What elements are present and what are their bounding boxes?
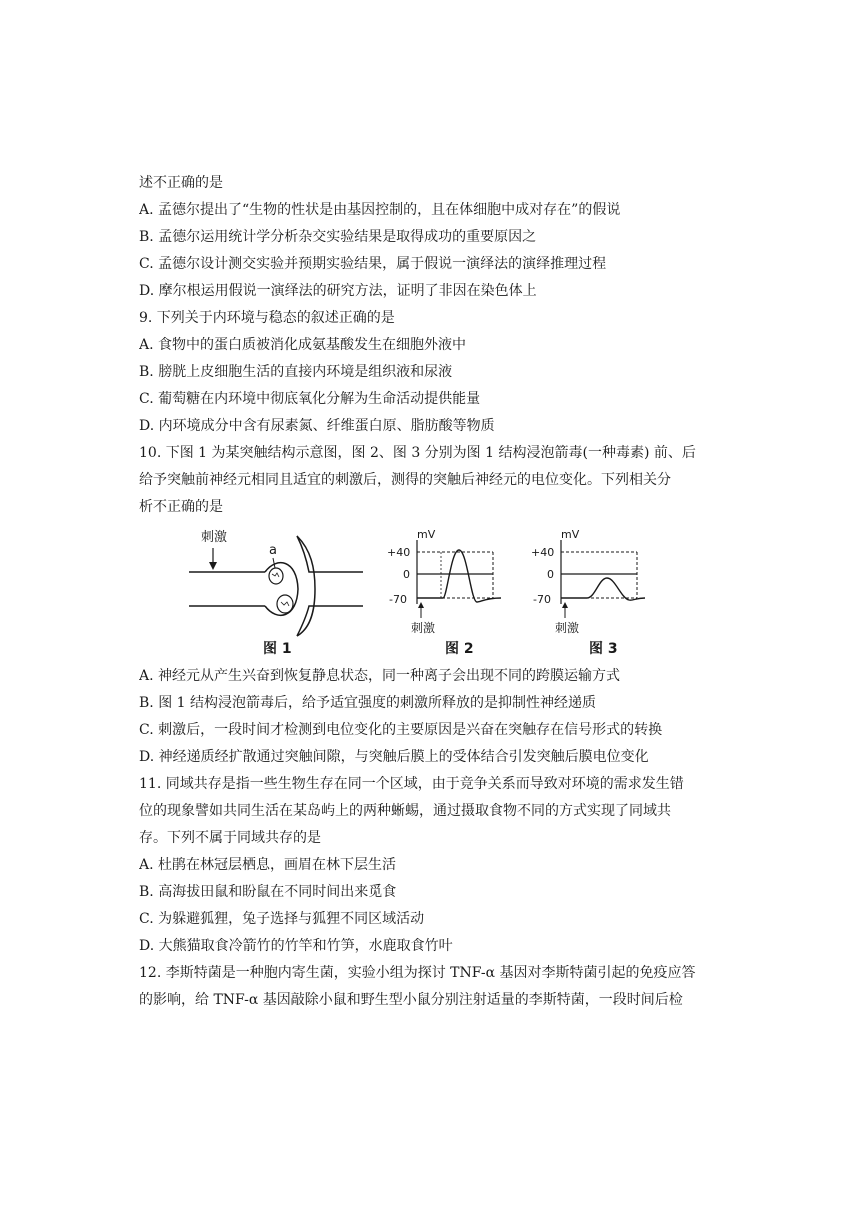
q9-option-a: A. 食物中的蛋白质被消化成氨基酸发生在细胞外液中 xyxy=(139,337,467,353)
q8-stem-tail: 述不正确的是 xyxy=(139,175,223,191)
fig2-caption: 图 2 xyxy=(445,641,474,657)
q11-option-a: A. 杜鹃在林冠层栖息，画眉在林下层生活 xyxy=(139,857,397,873)
potential-graph-after xyxy=(525,528,655,638)
q8-option-c: C. 孟德尔设计测交实验并预期实验结果，属于假说一演绎法的演绎推理过程 xyxy=(139,256,607,272)
fig1-point-a-label: a xyxy=(269,543,277,558)
q9-option-b: B. 膀胱上皮细胞生活的直接内环境是组织液和尿液 xyxy=(139,364,453,380)
q9-option-c: C. 葡萄糖在内环境中彻底氧化分解为生命活动提供能量 xyxy=(139,391,481,407)
q12-stem-line-2: 的影响，给 TNF-α 基因敲除小鼠和野生型小鼠分别注射适量的李斯特菌，一段时间后检 xyxy=(139,992,683,1008)
q11-option-c: C. 为躲避狐狸，兔子选择与狐狸不同区域活动 xyxy=(139,911,425,927)
figure-3-potential-graph xyxy=(525,528,655,660)
synapse-diagram xyxy=(185,528,365,638)
fig3-stimulus-label: 刺激 xyxy=(555,621,580,635)
figure-2-potential-graph xyxy=(381,528,511,660)
fig3-unit-label: mV xyxy=(561,528,580,541)
q10-stem-line-1: 10. 下图 1 为某突触结构示意图，图 2、图 3 分别为图 1 结构浸泡箭毒(一种毒素) 前、后 xyxy=(139,445,696,461)
figure-1-synapse xyxy=(185,528,365,660)
fig3-tick-top: +40 xyxy=(531,546,555,559)
fig3-caption: 图 3 xyxy=(589,641,618,657)
fig2-stimulus-label: 刺激 xyxy=(411,621,436,635)
potential-graph-before xyxy=(381,528,511,638)
q12-stem-line-1: 12. 李斯特菌是一种胞内寄生菌，实验小组为探讨 TNF-α 基因对李斯特菌引起的免疫应答 xyxy=(139,965,696,981)
q11-stem-line-1: 11. 同域共存是指一些生物生存在同一个区域，由于竞争关系而导致对环境的需求发生错 xyxy=(139,776,684,792)
q10-option-b: B. 图 1 结构浸泡箭毒后，给予适宜强度的刺激所释放的是抑制性神经递质 xyxy=(139,695,596,711)
q9-stem: 9. 下列关于内环境与稳态的叙述正确的是 xyxy=(139,310,395,326)
fig3-tick-mid: 0 xyxy=(547,568,554,581)
fig2-tick-bottom: -70 xyxy=(389,593,407,606)
q8-option-b: B. 孟德尔运用统计学分析杂交实验结果是取得成功的重要原因之 xyxy=(139,229,537,245)
q10-option-d: D. 神经递质经扩散通过突触间隙，与突触后膜上的受体结合引发突触后膜电位变化 xyxy=(139,749,649,765)
q8-option-d: D. 摩尔根运用假说一演绎法的研究方法，证明了非因在染色体上 xyxy=(139,283,537,299)
q11-stem-line-3: 存。下列不属于同域共存的是 xyxy=(139,830,321,846)
q11-option-d: D. 大熊猫取食冷箭竹的竹竿和竹笋，水鹿取食竹叶 xyxy=(139,938,453,954)
q11-stem-line-2: 位的现象譬如共同生活在某岛屿上的两种蜥蜴，通过摄取食物不同的方式实现了同域共 xyxy=(139,803,671,819)
q11-option-b: B. 高海拔田鼠和盼鼠在不同时间出来觅食 xyxy=(139,884,397,900)
q10-option-a: A. 神经元从产生兴奋到恢复静息状态，同一种离子会出现不同的跨膜运输方式 xyxy=(139,668,621,684)
fig1-stimulus-label: 刺激 xyxy=(201,530,228,545)
fig3-tick-bottom: -70 xyxy=(533,593,551,606)
fig2-tick-top: +40 xyxy=(387,546,411,559)
q10-option-c: C. 刺激后，一段时间才检测到电位变化的主要原因是兴奋在突触存在信号形式的转换 xyxy=(139,722,663,738)
q8-option-a: A. 孟德尔提出了“生物的性状是由基因控制的，且在体细胞中成对存在”的假说 xyxy=(139,202,621,218)
q9-option-d: D. 内环境成分中含有尿素氮、纤维蛋白原、脂肪酸等物质 xyxy=(139,418,495,434)
fig2-tick-mid: 0 xyxy=(403,568,410,581)
q10-stem-line-2: 给予突触前神经元相同且适宜的刺激后，测得的突触后神经元的电位变化。下列相关分 xyxy=(139,472,671,488)
fig1-caption: 图 1 xyxy=(263,641,292,657)
fig2-unit-label: mV xyxy=(417,528,436,541)
q10-stem-line-3: 析不正确的是 xyxy=(139,499,223,515)
synapse-figure-group xyxy=(185,528,685,660)
